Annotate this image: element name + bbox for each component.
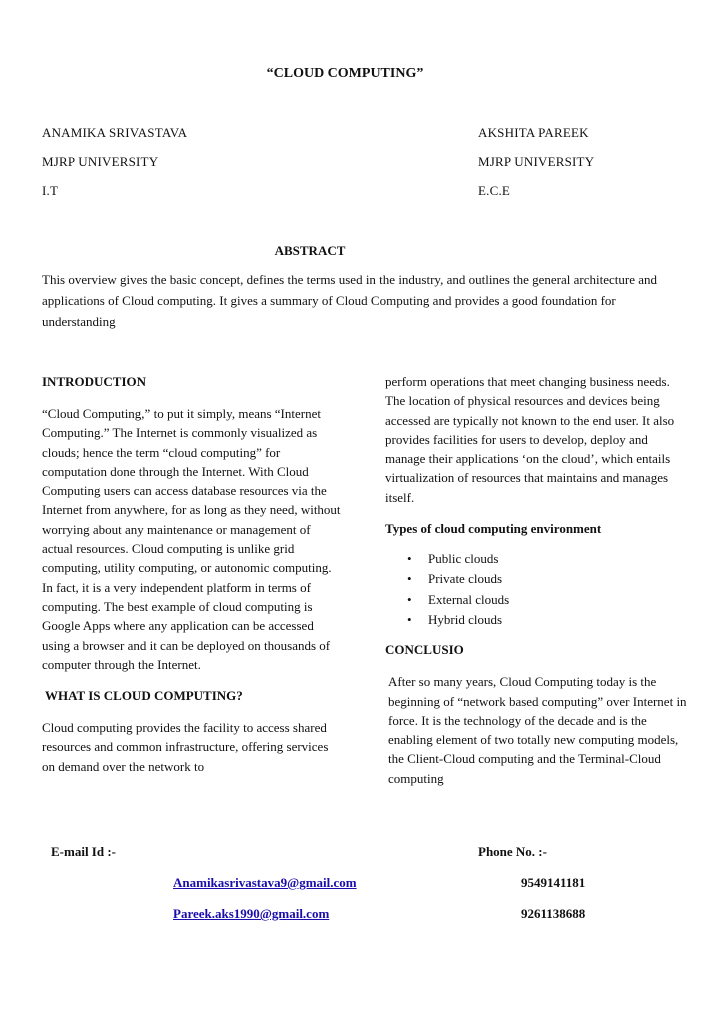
author-2-university: MJRP UNIVERSITY	[478, 154, 595, 169]
types-list	[385, 549, 690, 630]
introduction-text: “Cloud Computing,” to put it simply, means “Internet Computing.” The Internet is commonly visualized as clouds; hence the term “cloud computing” for computation done through the Internet. With Cloud Computing users can access database resources via the Internet from anywhere, for as long as they need, without worrying about any maintenance or management of actual resources. Cloud computing is unlike grid computing, utility computing, or autonomic computing. In fact, it is a very independent platform in terms of computing. The best example of cloud computing is Google Apps where any application can be accessed using a browser and it can be deployed on thousands of computer through the Internet.	[42, 406, 341, 672]
what-is-heading: WHAT IS CLOUD COMPUTING?	[45, 688, 243, 704]
paper-title: “CLOUD COMPUTING”	[266, 66, 424, 81]
abstract-heading: ABSTRACT	[274, 243, 346, 258]
types-heading: Types of cloud computing environment	[385, 521, 602, 537]
author-1-dept: I.T	[42, 183, 59, 198]
list-item: • Private clouds	[407, 569, 690, 589]
list-item: • Public clouds	[407, 549, 690, 569]
author-1-name: ANAMIKA SRIVASTAVA	[42, 125, 188, 140]
phone-number-2: 9261138688	[521, 906, 586, 921]
phone-label: Phone No. :-	[478, 844, 547, 859]
list-item: • External clouds	[407, 590, 690, 610]
abstract-text: This overview gives the basic concept, defines the terms used in the industry, and outlines the general architecture and applications of Cloud computing. It gives a summary of Cloud Computing and provides a good foundation for understanding	[42, 272, 658, 329]
author-2-name: AKSHITA PAREEK	[478, 125, 589, 140]
what-is-text-left: Cloud computing provides the facility to access shared resources and common infrastructure, offering services on demand over the network to	[42, 720, 329, 774]
email-link-2[interactable]: Pareek.aks1990@gmail.com	[173, 906, 330, 921]
bullet-icon: •	[407, 551, 412, 567]
conclusion-text: After so many years, Cloud Computing today is the beginning of “network based computing” over Internet in force. It is the technology of the decade and is the enabling element of two totally new computing models, the Client-Cloud computing and the Terminal-Cloud computing	[388, 674, 687, 786]
list-item: • Hybrid clouds	[407, 610, 690, 630]
bullet-icon: •	[407, 591, 412, 607]
what-is-text-right: perform operations that meet changing business needs. The location of physical resources and devices being accessed are typically not known to the end user. It also provides facilities for users to develop, deploy and manage their applications ‘on the cloud’, which entails virtualization of resources that maintains and manages itself.	[385, 374, 675, 505]
email-label: E-mail Id :-	[51, 844, 116, 859]
bullet-icon: •	[407, 571, 412, 587]
introduction-heading: INTRODUCTION	[42, 374, 147, 389]
left-column	[42, 372, 342, 776]
author-2-dept: E.C.E	[478, 183, 511, 198]
bullet-icon: •	[407, 611, 412, 627]
author-1-university: MJRP UNIVERSITY	[42, 154, 159, 169]
email-link-1[interactable]: Anamikasrivastava9@gmail.com	[173, 875, 357, 890]
phone-number-1: 9549141181	[521, 875, 586, 890]
right-column	[385, 372, 690, 788]
conclusion-heading: CONCLUSIO	[385, 642, 464, 658]
